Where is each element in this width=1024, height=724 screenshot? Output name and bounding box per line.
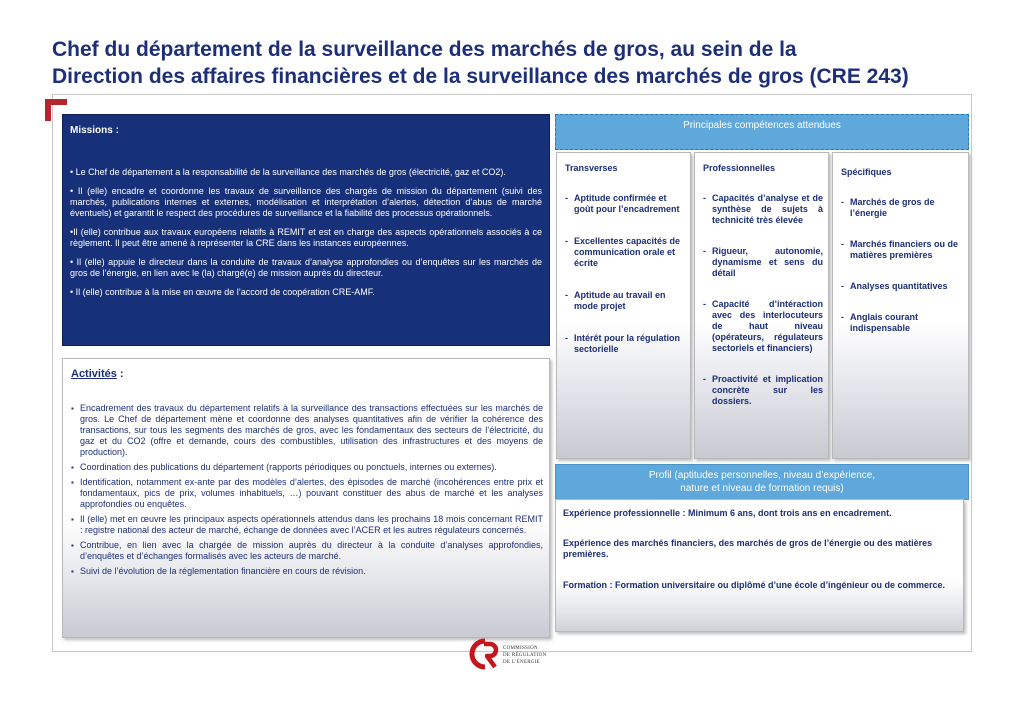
- profil-header-line2: nature et niveau de formation requis): [680, 483, 844, 494]
- page-title-line2: Direction des affaires financières et de la surveillance des marchés de gros (CRE 243): [52, 65, 909, 88]
- list-item: ▪ Identification, notamment ex-ante par des modèles d’alertes, des épisodes de marché (incohérences entre prix et fondamentaux, pics de prix, volumes inhabituels, …) pouvant constituer des abus de marché et les analyses approfondies ou enquêtes.: [71, 477, 543, 510]
- professionnelles-list: [703, 193, 823, 407]
- list-item: - Proactivité et implication concrète sur les dossiers.: [703, 374, 823, 407]
- page-title: [52, 36, 992, 90]
- list-item: - Aptitude au travail en mode projet: [565, 290, 685, 312]
- profil-paragraph: Formation : Formation universitaire ou diplômé d’une école d’ingénieur ou de commerce.: [563, 580, 946, 590]
- specifiques-list: [841, 197, 963, 334]
- list-item: - Intérêt pour la régulation sectorielle: [565, 333, 685, 355]
- activites-heading-suffix: :: [116, 368, 124, 380]
- list-item: - Rigueur, autonomie, dynamisme et sens du détail: [703, 246, 823, 279]
- list-item: ▪ Coordination des publications du département (rapports périodiques ou ponctuels, internes ou externes).: [71, 462, 543, 473]
- missions-paragraph: • Il (elle) encadre et coordonne les travaux de surveillance des chargés de mission du département (suivi des marchés, publications internes et externes, modélisation et interprétation d’alertes, détection d’abus de marché éventuels) et garantit le respect des procédures de surveillance et la fiabilité des processus opérationnels.: [70, 186, 542, 218]
- list-item: ▪ Contribue, en lien avec la chargée de mission auprès du directeur à la conduite d’analyses approfondies, d’enquêtes et d’échanges formalisés avec les acteurs de marché.: [71, 540, 543, 562]
- column-title: Spécifiques: [841, 167, 892, 177]
- missions-paragraph: •Il (elle) contribue aux travaux européens relatifs à REMIT et est en charge des aspects opérationnels associés à ce règlement. Il peut être amené à représenter la CRE dans les instances européennes.: [70, 227, 542, 248]
- list-item: ▪ Encadrement des travaux du département relatifs à la surveillance des transactions effectuées sur les marchés de gros. Le Chef de département mène et coordonne des analyses quantitatives afin de vérifier la cohérence des transactions, sur tous les segments des marchés de gros, avec les fondamentaux des secteurs de l’électricité, du gaz et du CO2 (offre et demande, cours des combustibles, utilisation des infrastructures et des moyens de production).: [71, 403, 543, 458]
- logo-line: DE RÉGULATION: [503, 653, 547, 658]
- missions-paragraph: • Il (elle) appuie le directeur dans la conduite de travaux d’analyse approfondies ou d’enquêtes sur les marchés de gros de l’énergie, en lien avec le (la) chargé(e) de mission auprès du directeur.: [70, 257, 542, 278]
- activites-heading-label: Activités: [71, 368, 117, 380]
- list-item: - Capacités d’analyse et de synthèse de sujets à technicité très élevée: [703, 193, 823, 226]
- page-title-line1: Chef du département de la surveillance des marchés de gros, au sein de la: [52, 38, 797, 61]
- list-item: - Marchés de gros de l’énergie: [841, 197, 963, 219]
- profil-panel: [555, 499, 964, 632]
- competences-specifiques-column: [832, 152, 969, 459]
- cre-logo-text: [503, 645, 546, 666]
- profil-paragraph: Expérience des marchés financiers, des marchés de gros de l’énergie ou des matières premières.: [563, 538, 933, 559]
- competences-transverses-column: [556, 152, 691, 459]
- list-item: - Capacité d’intéraction avec des interlocuteurs de haut niveau (opérateurs, régulateurs sectoriels et financiers): [703, 299, 823, 354]
- profil-header-line1: Profil (aptitudes personnelles, niveau d’expérience,: [648, 470, 876, 481]
- missions-panel: [62, 114, 550, 346]
- logo-line: DE L’ÉNERGIE: [503, 660, 541, 665]
- missions-heading: Missions :: [70, 125, 119, 136]
- list-item: ▪ Il (elle) met en œuvre les principaux aspects opérationnels attendus dans les prochains 18 mois concernant REMIT : registre national des acteur de marché, échange de données avec l’ACER et les autres régulateurs concernés.: [71, 514, 543, 536]
- list-item: ▪ Suivi de l’évolution de la réglementation financière en cours de révision.: [71, 566, 543, 577]
- missions-text: [70, 167, 542, 306]
- cre-logo-icon: [468, 638, 500, 670]
- logo-line: COMMISSION: [503, 646, 538, 651]
- missions-paragraph: • Il (elle) contribue à la mise en œuvre de l’accord de coopération CRE-AMF.: [70, 287, 375, 297]
- list-item: - Analyses quantitatives: [841, 281, 963, 292]
- activites-list: [71, 403, 543, 581]
- list-item: - Aptitude confirmée et goût pour l’encadrement: [565, 193, 685, 215]
- profil-paragraph: Expérience professionnelle : Minimum 6 ans, dont trois ans en encadrement.: [563, 508, 892, 518]
- competences-professionnelles-column: [694, 152, 829, 459]
- list-item: - Excellentes capacités de communication orale et écrite: [565, 236, 685, 269]
- cre-logo: [468, 638, 578, 672]
- corner-mark-horizontal: [45, 99, 67, 105]
- activites-panel: [62, 358, 550, 638]
- list-item: - Anglais courant indispensable: [841, 312, 963, 334]
- transverses-list: [565, 193, 685, 355]
- profil-header: [555, 464, 969, 500]
- activites-heading: [71, 369, 124, 380]
- competences-header: Principales compétences attendues: [555, 114, 969, 150]
- missions-paragraph: • Le Chef de département a la responsabilité de la surveillance des marchés de gros (électricité, gaz et CO2).: [70, 167, 506, 177]
- column-title: Transverses: [565, 163, 618, 173]
- column-title: Professionnelles: [703, 163, 776, 173]
- list-item: - Marchés financiers ou de matières premières: [841, 239, 963, 261]
